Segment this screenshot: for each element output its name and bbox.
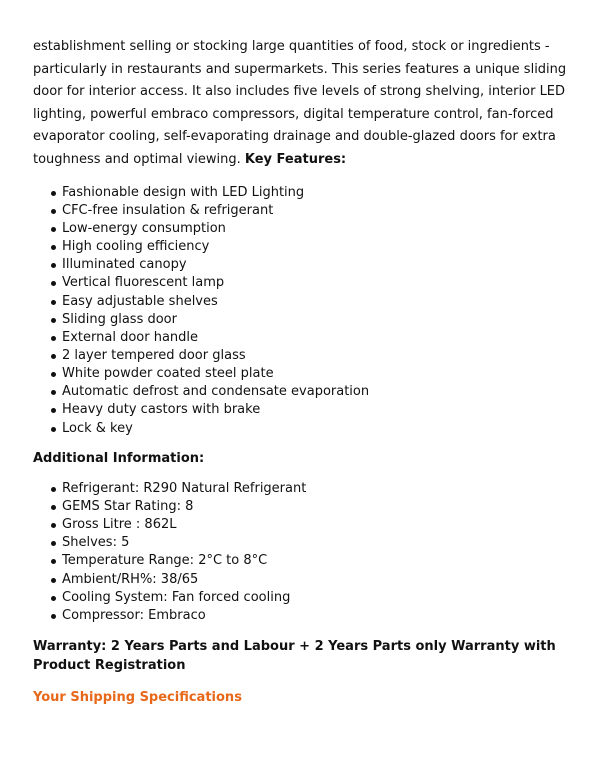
list-item: Refrigerant: R290 Natural Refrigerant [62,480,567,498]
additional-info-heading: Additional Information: [33,450,205,466]
intro-paragraph [33,36,567,172]
intro-text: establishment selling or stocking large quantities of food, stock or ingredients - particularly in restaurants and supermarkets. This series features a unique sliding door for interior access. It also includes five levels of strong shelving, interior LED lighting, powerful embraco compressors, digital temperature control, fan-forced evaporator cooling, self-evaporating drainage and double-glazed doors for extra toughness and optimal viewing. [33,39,567,167]
list-item: Illuminated canopy [62,256,567,274]
list-item: Easy adjustable shelves [62,293,567,311]
list-item: 2 layer tempered door glass [62,347,567,365]
list-item: Automatic defrost and condensate evaporation [62,383,567,401]
list-item: Fashionable design with LED Lighting [62,184,567,202]
list-item: Gross Litre : 862L [62,516,567,534]
list-item: Heavy duty castors with brake [62,401,567,419]
list-item: Cooling System: Fan forced cooling [62,589,567,607]
key-features-label: Key Features: [244,151,347,167]
list-item: External door handle [62,329,567,347]
list-item: Lock & key [62,420,567,438]
warranty-text: Warranty: 2 Years Parts and Labour + 2 Years Parts only Warranty with Product Registration [33,639,556,673]
list-item: White powder coated steel plate [62,365,567,383]
list-item: Compressor: Embraco [62,607,567,625]
additional-info-list [33,480,567,625]
list-item: Temperature Range: 2°C to 8°C [62,552,567,570]
key-features-list [33,184,567,438]
list-item: Vertical fluorescent lamp [62,274,567,292]
list-item: Shelves: 5 [62,534,567,552]
shipping-specifications-link[interactable]: Your Shipping Specifications [33,690,242,705]
list-item: CFC-free insulation & refrigerant [62,202,567,220]
list-item: High cooling efficiency [62,238,567,256]
list-item: GEMS Star Rating: 8 [62,498,567,516]
list-item: Ambient/RH%: 38/65 [62,571,567,589]
list-item: Low-energy consumption [62,220,567,238]
list-item: Sliding glass door [62,311,567,329]
